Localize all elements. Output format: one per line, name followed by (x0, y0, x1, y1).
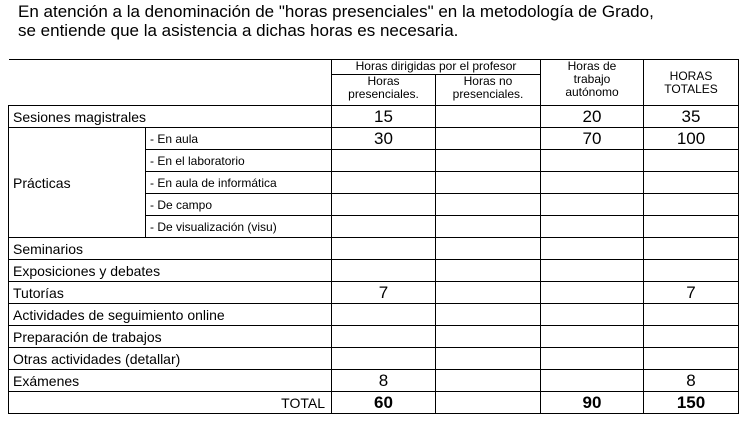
intro-line-2: se entiende que la asistencia a dichas horas es necesaria. (18, 21, 459, 40)
header-autonomo-l2: trabajo (573, 72, 611, 86)
cell-total (644, 150, 739, 172)
cell-no-presencial (436, 238, 541, 260)
header-no-presencial-l2: presenciales. (452, 87, 524, 101)
cell-total (644, 216, 739, 238)
row-label: Exámenes (9, 370, 332, 392)
total-total: 150 (644, 392, 739, 414)
hours-table (8, 59, 739, 414)
row-label: - En el laboratorio (146, 150, 332, 172)
table-row (9, 304, 739, 326)
cell-presencial: 30 (332, 128, 436, 150)
header-no-presencial-l1: Horas no (463, 74, 513, 88)
row-label: - En aula (146, 128, 332, 150)
cell-presencial (332, 150, 436, 172)
practicas-label: Prácticas (9, 128, 146, 238)
header-totales (644, 60, 739, 106)
cell-presencial (332, 172, 436, 194)
header-row-1 (9, 60, 739, 75)
cell-presencial (332, 348, 436, 370)
cell-total (644, 238, 739, 260)
table-row (9, 106, 739, 128)
intro-line-1: En atención a la denominación de "horas presenciales" en la metodología de Grado, (18, 2, 654, 21)
cell-presencial: 15 (332, 106, 436, 128)
cell-total: 35 (644, 106, 739, 128)
header-no-presencial (436, 75, 541, 106)
cell-no-presencial (436, 304, 541, 326)
header-group: Horas dirigidas por el profesor (355, 59, 517, 73)
cell-autonomo (541, 216, 644, 238)
cell-total (644, 348, 739, 370)
row-label: Sesiones magistrales (9, 106, 332, 128)
row-label: - De campo (146, 194, 332, 216)
table-row (9, 326, 739, 348)
cell-no-presencial (436, 172, 541, 194)
header-autonomo-l1: Horas de (567, 59, 617, 73)
header-presencial-l2: presenciales. (348, 87, 419, 101)
cell-total: 8 (644, 370, 739, 392)
header-totales-l1: HORAS (669, 68, 713, 83)
cell-no-presencial (436, 106, 541, 128)
cell-no-presencial (436, 150, 541, 172)
cell-presencial (332, 260, 436, 282)
cell-autonomo (541, 150, 644, 172)
cell-autonomo (541, 348, 644, 370)
cell-no-presencial (436, 194, 541, 216)
total-row (9, 392, 739, 414)
cell-no-presencial (436, 260, 541, 282)
header-group-cell (332, 60, 541, 75)
cell-total (644, 304, 739, 326)
row-label: Otras actividades (detallar) (9, 348, 332, 370)
cell-autonomo (541, 194, 644, 216)
row-label: Exposiciones y debates (9, 260, 332, 282)
total-presencial: 60 (332, 392, 436, 414)
table-row (9, 348, 739, 370)
cell-no-presencial (436, 282, 541, 304)
header-blank-cell (9, 60, 332, 106)
cell-total (644, 194, 739, 216)
cell-total (644, 326, 739, 348)
total-no-presencial (436, 392, 541, 414)
row-label: Actividades de seguimiento online (9, 304, 332, 326)
cell-presencial (332, 216, 436, 238)
cell-autonomo (541, 238, 644, 260)
header-presencial (332, 75, 436, 106)
intro-text (18, 2, 654, 40)
row-label: Seminarios (9, 238, 332, 260)
cell-no-presencial (436, 128, 541, 150)
cell-presencial: 7 (332, 282, 436, 304)
row-label: Preparación de trabajos (9, 326, 332, 348)
cell-autonomo (541, 282, 644, 304)
cell-autonomo (541, 260, 644, 282)
cell-presencial (332, 194, 436, 216)
cell-presencial (332, 326, 436, 348)
header-autonomo-l3: autónomo (565, 85, 619, 99)
cell-autonomo: 70 (541, 128, 644, 150)
header-presencial-l1: Horas (367, 74, 400, 88)
cell-presencial (332, 238, 436, 260)
cell-no-presencial (436, 216, 541, 238)
table-row (9, 260, 739, 282)
total-label: TOTAL (9, 392, 332, 414)
cell-no-presencial (436, 348, 541, 370)
cell-total (644, 260, 739, 282)
cell-autonomo (541, 304, 644, 326)
row-label: - De visualización (visu) (146, 216, 332, 238)
cell-no-presencial (436, 370, 541, 392)
table-row (9, 238, 739, 260)
cell-autonomo: 20 (541, 106, 644, 128)
cell-no-presencial (436, 326, 541, 348)
table-row (9, 282, 739, 304)
cell-autonomo (541, 172, 644, 194)
table-row (9, 128, 739, 150)
cell-total: 100 (644, 128, 739, 150)
cell-total (644, 172, 739, 194)
cell-autonomo (541, 370, 644, 392)
cell-presencial (332, 304, 436, 326)
total-autonomo: 90 (541, 392, 644, 414)
cell-total: 7 (644, 282, 739, 304)
row-label: Tutorías (9, 282, 332, 304)
row-label: - En aula de informática (146, 172, 332, 194)
table-row (9, 370, 739, 392)
header-totales-l2: TOTALES (664, 81, 718, 96)
cell-presencial: 8 (332, 370, 436, 392)
header-autonomo (541, 60, 644, 106)
cell-autonomo (541, 326, 644, 348)
